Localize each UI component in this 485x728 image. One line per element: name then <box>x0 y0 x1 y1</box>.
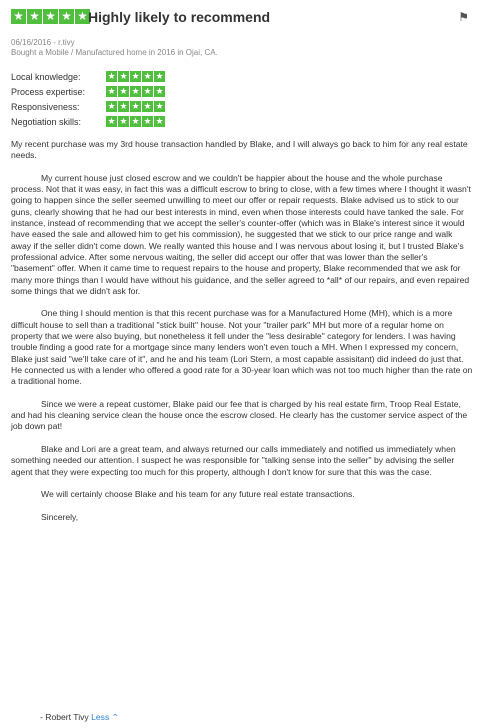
rating-stars <box>106 101 166 112</box>
signature: - Robert Tivy <box>40 712 89 722</box>
rating-row <box>11 99 181 114</box>
star-icon: ★ <box>155 86 164 96</box>
star-icon: ★ <box>119 116 128 126</box>
review-paragraph: Blake and Lori are a great team, and always returned our calls immediately and notified us immediately when something needed our attention. I suspect he was responsible for "talking sense into the seller" by advising the seller agent that they were expecting too much for this property, although I don't know for sure that this was the case. <box>11 444 456 477</box>
star-icon: ★ <box>107 101 116 111</box>
rating-row <box>11 84 181 99</box>
review-title: Highly likely to recommend <box>88 9 271 25</box>
review-paragraph: We will certainly choose Blake and his team for any future real estate transactions. <box>41 489 355 500</box>
rating-label: Local knowledge: <box>11 71 81 82</box>
star-icon: ★ <box>119 101 128 111</box>
chevron-up-icon: ⌃ <box>111 712 119 722</box>
star-icon: ★ <box>11 9 26 24</box>
star-icon: ★ <box>143 71 152 81</box>
rating-row <box>11 69 181 84</box>
star-icon: ★ <box>131 116 140 126</box>
rating-label: Process expertise: <box>11 86 86 97</box>
review-paragraph: Sincerely, <box>41 511 79 522</box>
star-icon: ★ <box>143 86 152 96</box>
flag-icon[interactable]: ⚑ <box>458 10 469 24</box>
overall-rating <box>11 9 91 24</box>
less-label: Less <box>91 712 110 722</box>
review-paragraph: One thing I should mention is that this recent purchase was for a Manufactured Home (MH), which is a more difficult house to sell than a traditional "stick built" house. Not your "trailer park" MH but more of a regular home on property that we were also buying, but nonetheless it fell under the "less desirable" category for lenders. I was having trouble finding a good rate for a mortgage since many lenders won't even touch a MH. When I expressed my concern, Blake just said "we'll take care of it", and he and his team (Lori Stern, a most capable assisitant) did indeed do just that. He connected us with a lender who offered a good rate for a 30-year loan which was not too much higher than the rate on a traditional home. <box>11 308 473 387</box>
star-icon: ★ <box>27 9 42 24</box>
rating-stars <box>106 71 166 82</box>
review-context: Bought a Mobile / Manufactured home in 2016 in Ojai, CA. <box>11 48 218 57</box>
star-icon: ★ <box>131 86 140 96</box>
review-paragraph: My current house just closed escrow and we couldn't be happier about the house and the whole purchase process. Not that it was easy, in fact this was a difficult escrow to bring to close, with a few times where I thought it wasn't going to happen since the seller seemed unwilling to meet our offer or repair requests. Blake advised us to stick to our guns, clearly showing that he had our best interests in mind, even when those interests could have tanked the sale. For instance, instead of recommending that we accept the seller's counter-offer (which was in Blake's interest since it would have eased the sale and allowed him to get his commission), he suggested that we stick to our price range and walk away if the seller didn't come down. We really wanted this house and I was nervous about losing it, but I trusted Blake's professional advice. After some nervous waiting, the seller did accept our offer that was lower than the seller's "basement" offer. When it came time to request repairs to the house and property, Blake recommended that we ask for many more things than I would have without his guidance, and the seller agreed to *all* of our repairs, and even repaired some things that we didn't ask for. <box>11 172 471 296</box>
star-icon: ★ <box>131 101 140 111</box>
less-link[interactable] <box>91 712 119 722</box>
review-body <box>11 139 473 534</box>
star-icon: ★ <box>59 9 74 24</box>
star-icon: ★ <box>143 116 152 126</box>
review-paragraph: My recent purchase was my 3rd house transaction handled by Blake, and I will always go back to him for any real estate needs. <box>11 139 468 161</box>
review-header <box>11 8 477 28</box>
rating-label: Negotiation skills: <box>11 116 82 127</box>
star-icon: ★ <box>43 9 58 24</box>
star-icon: ★ <box>107 86 116 96</box>
star-icon: ★ <box>107 71 116 81</box>
review-date-user: 06/16/2016 - r.tivy <box>11 38 75 47</box>
review-footer <box>40 712 119 723</box>
star-icon: ★ <box>143 101 152 111</box>
star-icon: ★ <box>75 9 90 24</box>
rating-row <box>11 114 181 129</box>
review-paragraph: Since we were a repeat customer, Blake paid our fee that is charged by his real estate firm, Troop Real Estate, and had his cleaning service clean the house once the escrow closed. He clearly has the customer service aspect of the job down pat! <box>11 398 468 432</box>
star-icon: ★ <box>131 71 140 81</box>
star-icon: ★ <box>155 101 164 111</box>
rating-stars <box>106 116 166 127</box>
rating-label: Responsiveness: <box>11 101 80 112</box>
star-icon: ★ <box>119 71 128 81</box>
sub-ratings <box>11 69 181 129</box>
star-icon: ★ <box>119 86 128 96</box>
star-icon: ★ <box>155 71 164 81</box>
star-icon: ★ <box>107 116 116 126</box>
rating-stars <box>106 86 166 97</box>
star-icon: ★ <box>155 116 164 126</box>
